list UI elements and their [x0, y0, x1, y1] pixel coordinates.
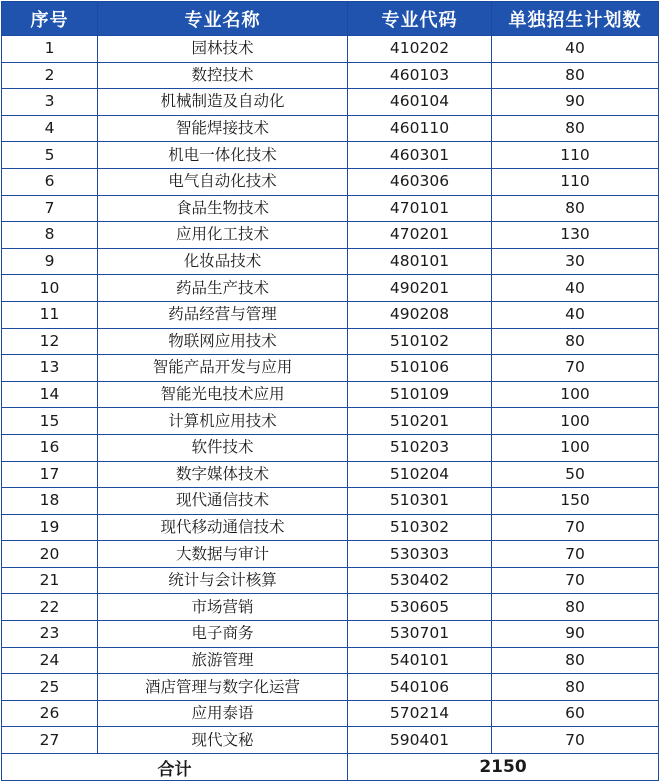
cell-serial-number: 3: [2, 89, 98, 116]
cell-major-code: 480101: [348, 248, 492, 275]
cell-serial-number: 11: [2, 301, 98, 328]
cell-major-name: 大数据与审计: [98, 541, 348, 568]
table-row: [2, 355, 659, 382]
table-row: [2, 541, 659, 568]
cell-major-code: 510102: [348, 328, 492, 355]
table-row: [2, 328, 659, 355]
cell-major-name: 机电一体化技术: [98, 142, 348, 169]
cell-enrollment-quota: 110: [492, 142, 659, 169]
cell-serial-number: 16: [2, 434, 98, 461]
cell-enrollment-quota: 100: [492, 381, 659, 408]
cell-major-code: 470101: [348, 195, 492, 222]
cell-serial-number: 2: [2, 62, 98, 89]
cell-serial-number: 15: [2, 408, 98, 435]
cell-major-code: 460110: [348, 115, 492, 142]
cell-major-name: 智能焊接技术: [98, 115, 348, 142]
cell-serial-number: 22: [2, 594, 98, 621]
cell-major-code: 460301: [348, 142, 492, 169]
table-row: [2, 434, 659, 461]
cell-enrollment-quota: 100: [492, 408, 659, 435]
table-row: [2, 222, 659, 249]
cell-serial-number: 26: [2, 700, 98, 727]
cell-major-name: 酒店管理与数字化运营: [98, 674, 348, 701]
cell-serial-number: 19: [2, 514, 98, 541]
cell-major-code: 510302: [348, 514, 492, 541]
cell-major-code: 510204: [348, 461, 492, 488]
cell-serial-number: 12: [2, 328, 98, 355]
cell-major-code: 510106: [348, 355, 492, 382]
table-row: [2, 488, 659, 515]
table-row: [2, 275, 659, 302]
cell-serial-number: 8: [2, 222, 98, 249]
cell-enrollment-quota: 80: [492, 674, 659, 701]
cell-serial-number: 24: [2, 647, 98, 674]
cell-enrollment-quota: 40: [492, 301, 659, 328]
table-row: [2, 461, 659, 488]
enrollment-plan-table: [1, 1, 659, 781]
cell-serial-number: 25: [2, 674, 98, 701]
cell-enrollment-quota: 90: [492, 621, 659, 648]
cell-serial-number: 17: [2, 461, 98, 488]
cell-major-code: 460103: [348, 62, 492, 89]
cell-major-code: 530303: [348, 541, 492, 568]
cell-major-name: 统计与会计核算: [98, 567, 348, 594]
cell-major-code: 570214: [348, 700, 492, 727]
cell-major-name: 现代移动通信技术: [98, 514, 348, 541]
cell-major-code: 510201: [348, 408, 492, 435]
cell-serial-number: 13: [2, 355, 98, 382]
table-row: [2, 700, 659, 727]
header-major-name: 专业名称: [98, 2, 348, 36]
cell-major-name: 现代文秘: [98, 727, 348, 754]
cell-major-name: 物联网应用技术: [98, 328, 348, 355]
total-row: [2, 754, 659, 781]
table-row: [2, 594, 659, 621]
header-row: [2, 2, 659, 36]
table-row: [2, 89, 659, 116]
cell-serial-number: 20: [2, 541, 98, 568]
table-row: [2, 674, 659, 701]
cell-enrollment-quota: 100: [492, 434, 659, 461]
cell-major-name: 智能光电技术应用: [98, 381, 348, 408]
cell-major-name: 化妆品技术: [98, 248, 348, 275]
cell-enrollment-quota: 80: [492, 115, 659, 142]
cell-enrollment-quota: 70: [492, 541, 659, 568]
table-header: [2, 2, 659, 36]
cell-major-name: 食品生物技术: [98, 195, 348, 222]
total-label: 合计: [2, 754, 348, 781]
cell-enrollment-quota: 70: [492, 514, 659, 541]
cell-major-name: 药品经营与管理: [98, 301, 348, 328]
cell-major-name: 旅游管理: [98, 647, 348, 674]
cell-major-code: 510301: [348, 488, 492, 515]
header-serial-number: 序号: [2, 2, 98, 36]
cell-major-name: 机械制造及自动化: [98, 89, 348, 116]
cell-major-code: 530402: [348, 567, 492, 594]
cell-enrollment-quota: 90: [492, 89, 659, 116]
cell-major-code: 460104: [348, 89, 492, 116]
header-major-code: 专业代码: [348, 2, 492, 36]
cell-major-code: 460306: [348, 168, 492, 195]
cell-serial-number: 7: [2, 195, 98, 222]
table-row: [2, 248, 659, 275]
cell-major-code: 540101: [348, 647, 492, 674]
cell-major-name: 电气自动化技术: [98, 168, 348, 195]
cell-major-name: 应用泰语: [98, 700, 348, 727]
cell-enrollment-quota: 40: [492, 36, 659, 63]
cell-major-code: 530605: [348, 594, 492, 621]
cell-serial-number: 9: [2, 248, 98, 275]
cell-enrollment-quota: 80: [492, 647, 659, 674]
cell-serial-number: 23: [2, 621, 98, 648]
cell-serial-number: 4: [2, 115, 98, 142]
header-enrollment-quota: 单独招生计划数: [492, 2, 659, 36]
cell-major-code: 490201: [348, 275, 492, 302]
cell-serial-number: 21: [2, 567, 98, 594]
table-row: [2, 168, 659, 195]
cell-serial-number: 18: [2, 488, 98, 515]
table-row: [2, 142, 659, 169]
cell-major-code: 530701: [348, 621, 492, 648]
cell-serial-number: 27: [2, 727, 98, 754]
cell-enrollment-quota: 130: [492, 222, 659, 249]
cell-enrollment-quota: 40: [492, 275, 659, 302]
cell-major-name: 市场营销: [98, 594, 348, 621]
cell-enrollment-quota: 30: [492, 248, 659, 275]
cell-major-code: 470201: [348, 222, 492, 249]
cell-major-name: 应用化工技术: [98, 222, 348, 249]
cell-major-name: 软件技术: [98, 434, 348, 461]
cell-enrollment-quota: 80: [492, 62, 659, 89]
table-footer: [2, 754, 659, 781]
table-row: [2, 621, 659, 648]
cell-major-code: 590401: [348, 727, 492, 754]
cell-major-code: 490208: [348, 301, 492, 328]
table-row: [2, 301, 659, 328]
cell-major-name: 电子商务: [98, 621, 348, 648]
table-row: [2, 62, 659, 89]
table-row: [2, 727, 659, 754]
cell-enrollment-quota: 70: [492, 355, 659, 382]
table-row: [2, 647, 659, 674]
cell-major-code: 510109: [348, 381, 492, 408]
table-row: [2, 195, 659, 222]
cell-enrollment-quota: 80: [492, 195, 659, 222]
table-row: [2, 514, 659, 541]
table-row: [2, 381, 659, 408]
cell-enrollment-quota: 110: [492, 168, 659, 195]
table-row: [2, 36, 659, 63]
cell-enrollment-quota: 150: [492, 488, 659, 515]
cell-enrollment-quota: 80: [492, 594, 659, 621]
cell-enrollment-quota: 70: [492, 727, 659, 754]
cell-major-code: 410202: [348, 36, 492, 63]
cell-enrollment-quota: 80: [492, 328, 659, 355]
cell-major-name: 智能产品开发与应用: [98, 355, 348, 382]
cell-major-name: 园林技术: [98, 36, 348, 63]
cell-enrollment-quota: 50: [492, 461, 659, 488]
cell-serial-number: 10: [2, 275, 98, 302]
cell-major-name: 药品生产技术: [98, 275, 348, 302]
cell-serial-number: 6: [2, 168, 98, 195]
total-value: 2150: [348, 754, 659, 781]
cell-enrollment-quota: 60: [492, 700, 659, 727]
cell-major-name: 计算机应用技术: [98, 408, 348, 435]
cell-major-name: 现代通信技术: [98, 488, 348, 515]
cell-serial-number: 5: [2, 142, 98, 169]
cell-major-code: 510203: [348, 434, 492, 461]
cell-serial-number: 1: [2, 36, 98, 63]
cell-major-name: 数字媒体技术: [98, 461, 348, 488]
cell-major-name: 数控技术: [98, 62, 348, 89]
table-row: [2, 567, 659, 594]
table-row: [2, 115, 659, 142]
table-row: [2, 408, 659, 435]
cell-serial-number: 14: [2, 381, 98, 408]
cell-enrollment-quota: 70: [492, 567, 659, 594]
cell-major-code: 540106: [348, 674, 492, 701]
table-body: [2, 36, 659, 754]
